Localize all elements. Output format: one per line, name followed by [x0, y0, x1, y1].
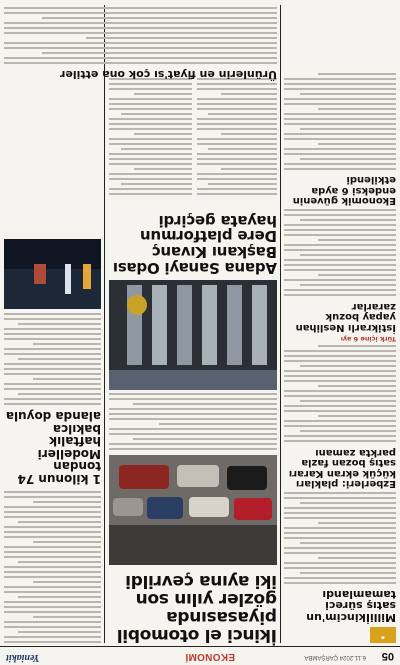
right-headline-2: Ürünlerin en fiyat'sı çok ona ettiler — [59, 68, 277, 81]
column-divider — [280, 5, 281, 643]
car-lot-image — [109, 455, 277, 565]
center-body-text — [109, 393, 277, 450]
left-headline-2: Ezberleri: plakları küçük ekran Kararı satış bozan fazla parkta zamanı — [288, 446, 396, 490]
section-title: EKONOMİ — [185, 651, 235, 662]
center-body-right-text — [109, 78, 192, 195]
center-body — [109, 383, 277, 450]
right-body-2 — [4, 313, 101, 405]
left-headline-4: Ekonomik güvenin endeksi 6 ayda etkilendi — [292, 174, 396, 207]
bottom-band — [4, 4, 277, 80]
right-headline-1: 1 kilonun 74 tondan Modelleri haftalık bakılca alanda doyula — [5, 409, 101, 486]
left-headline-3: İstikrarlı Neslihan yapay bozuk zararlar — [295, 300, 396, 333]
center-body-right — [109, 75, 192, 195]
left-body-1 — [284, 492, 396, 584]
left-body-4 — [284, 73, 396, 170]
center-body-left-text — [197, 78, 277, 195]
left-body-2 — [284, 345, 396, 442]
bottom-body — [4, 7, 277, 64]
left-column — [284, 70, 396, 643]
left-headline-1: Milliİkincim'un satış süreci tamamlandı — [306, 587, 396, 624]
left-body-3 — [284, 209, 396, 296]
factory-image — [109, 280, 277, 390]
column-divider-right — [104, 5, 105, 643]
article-icon: ❝ — [370, 627, 396, 643]
right-photo — [4, 239, 101, 309]
main-photo — [109, 455, 277, 565]
right-column — [4, 239, 101, 643]
photo-caption: Adana Sanayi Odası Başkanı Kıvanç Dere platformun hayata geçirdi — [113, 211, 277, 277]
center-body-left — [197, 75, 277, 195]
left-headline-5: Türk içine 6 ayı — [340, 335, 396, 344]
factory-photo — [109, 280, 277, 390]
right-body-1 — [4, 491, 101, 643]
issue-date: 6.11.2024 ÇARŞAMBA — [304, 654, 366, 660]
page-number: 05 — [381, 650, 394, 662]
center-column — [109, 572, 277, 643]
photo-caption-block — [109, 212, 277, 275]
masthead — [0, 646, 400, 665]
port-image — [4, 239, 101, 309]
main-headline: İkinci el otomobil piyasasında gözler yılın son iki ayına çevrildi — [117, 571, 277, 645]
newspaper-logo: Yeniakit — [6, 652, 40, 663]
